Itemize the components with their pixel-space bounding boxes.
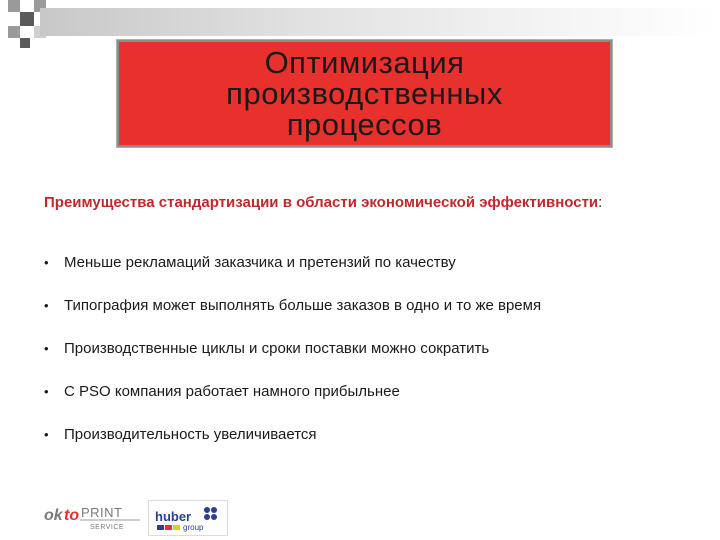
list-item bbox=[44, 383, 684, 426]
bullet-icon: • bbox=[44, 298, 49, 313]
bullet-list bbox=[44, 254, 684, 469]
bullet-icon: • bbox=[44, 341, 49, 356]
list-item bbox=[44, 426, 684, 469]
logo-ok: ok bbox=[44, 507, 63, 524]
list-item bbox=[44, 340, 684, 383]
list-item-text: Производственные циклы и сроки поставки можно сократить bbox=[64, 340, 490, 357]
slide-title-box bbox=[117, 40, 612, 147]
logo-print: PRINT bbox=[81, 505, 123, 520]
logo-to: to bbox=[64, 507, 80, 524]
heading-text: Преимущества стандартизации в области экономической эффективности bbox=[44, 194, 599, 211]
section-heading bbox=[44, 192, 604, 214]
bullet-icon: • bbox=[44, 384, 49, 399]
slide-title: Оптимизация производственных процессов bbox=[226, 45, 503, 142]
huber-group-logo bbox=[148, 500, 228, 536]
header-band bbox=[40, 8, 720, 36]
heading-colon: : bbox=[598, 194, 603, 211]
logo-group: group bbox=[183, 523, 204, 532]
list-item bbox=[44, 297, 684, 340]
list-item-text: Типография может выполнять больше заказов в одно и то же время bbox=[64, 297, 542, 314]
list-item-text: С PSO компания работает намного прибыльнее bbox=[64, 383, 400, 400]
list-item bbox=[44, 254, 684, 297]
bullet-icon: • bbox=[44, 255, 49, 270]
logo-huber: huber bbox=[155, 509, 192, 524]
list-item-text: Меньше рекламаций заказчика и претензий по качеству bbox=[64, 254, 456, 271]
list-item-text: Производительность увеличивается bbox=[64, 426, 317, 443]
bullet-icon: • bbox=[44, 427, 49, 442]
oktoprint-logo bbox=[44, 502, 144, 532]
logo-service: SERVICE bbox=[90, 524, 125, 531]
